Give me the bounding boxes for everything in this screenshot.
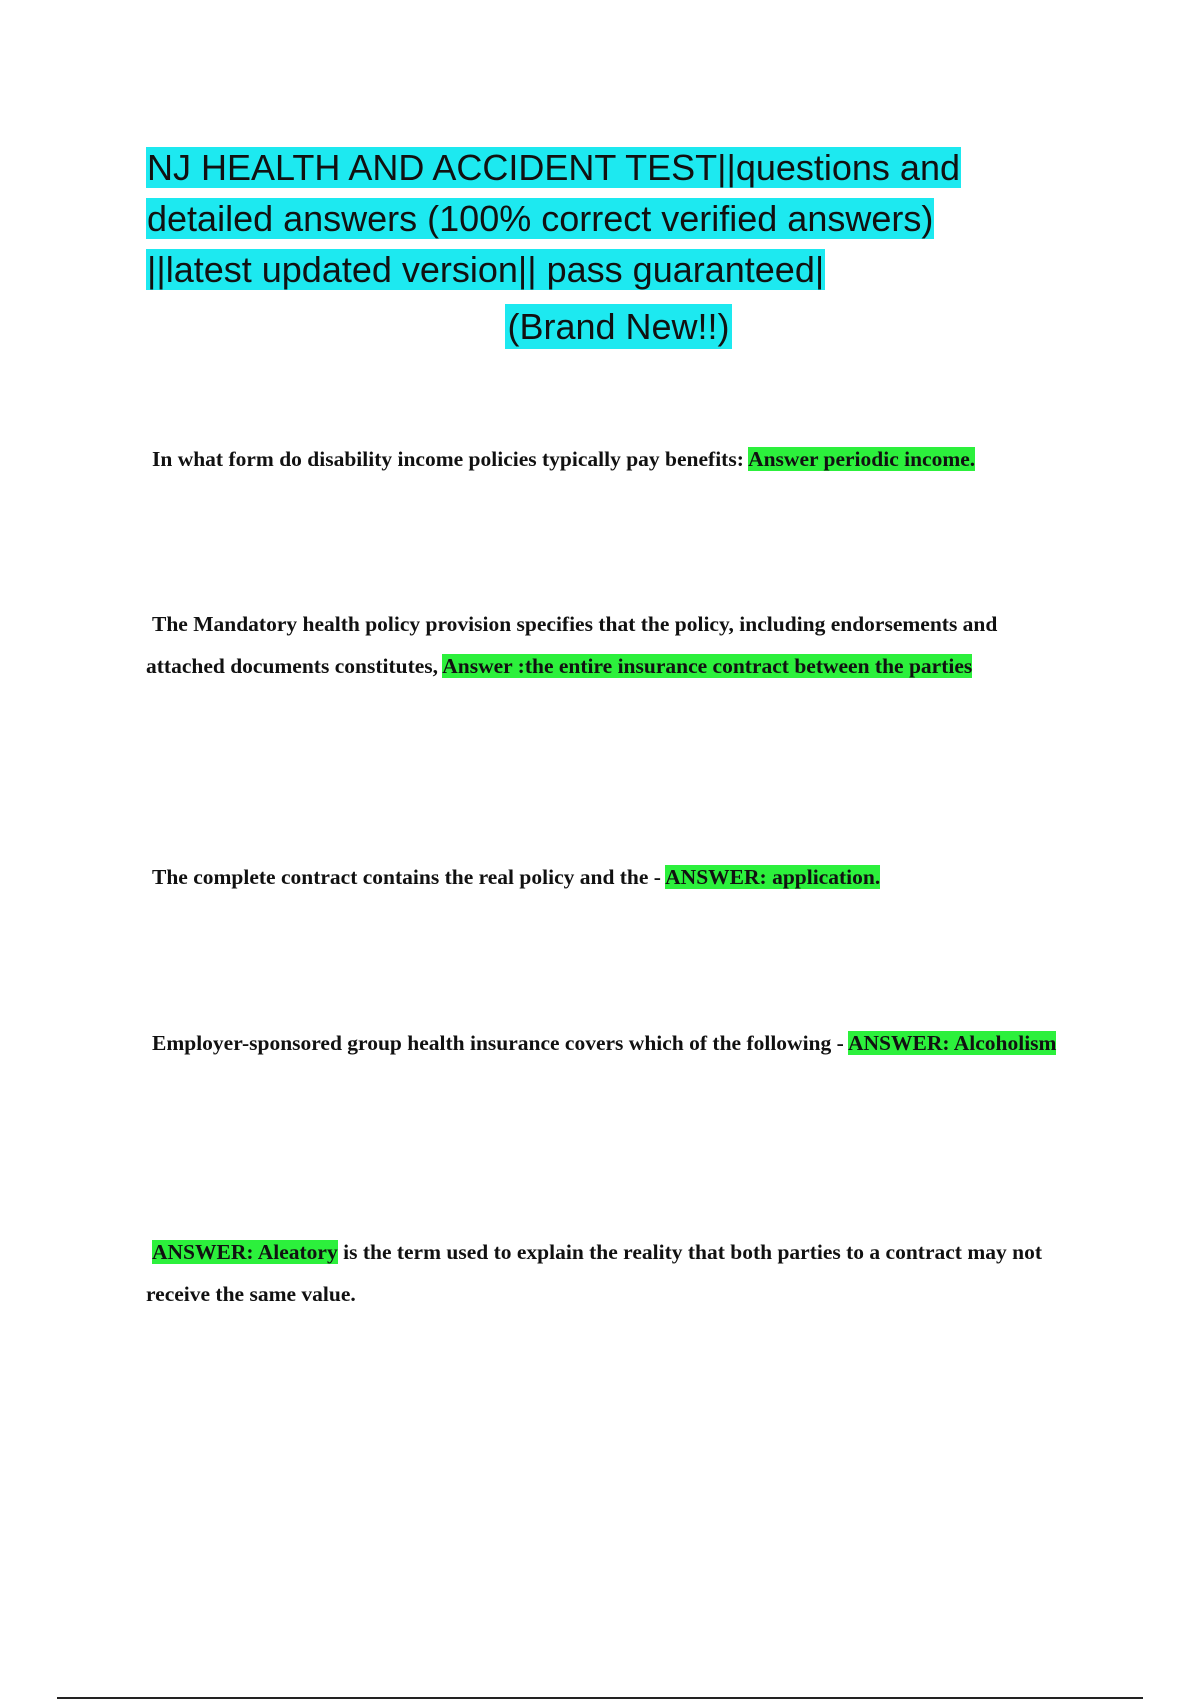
qa-item-3 xyxy=(146,856,1072,898)
answer-highlight: Answer periodic income. xyxy=(748,447,976,471)
footer-rule xyxy=(57,1697,1143,1699)
title-line-1: NJ HEALTH AND ACCIDENT TEST||questions and xyxy=(147,147,960,188)
title-line-4: (Brand New!!) xyxy=(507,306,730,347)
answer-highlight: ANSWER: Aleatory xyxy=(152,1240,338,1264)
question-text: In what form do disability income policies typically pay benefits: xyxy=(152,447,749,471)
question-text: is the term used to explain the reality that both parties to a contract may not receive the same value. xyxy=(146,1240,1042,1306)
title-line-3: ||latest updated version|| pass guaranteed| xyxy=(147,249,825,290)
question-text: Employer-sponsored group health insurance covers which of the following - xyxy=(152,1031,848,1055)
title-line-2: detailed answers (100% correct verified answers) xyxy=(147,198,934,239)
question-text: The Mandatory health policy provision specifies that the policy, including endorsements and attached documents constitutes, xyxy=(146,612,998,678)
question-text: The complete contract contains the real policy and the - xyxy=(152,865,666,889)
answer-highlight: Answer :the entire insurance contract between the parties xyxy=(442,654,973,678)
qa-item-2 xyxy=(146,603,1066,687)
qa-item-1 xyxy=(146,438,1072,480)
answer-highlight: ANSWER: application. xyxy=(665,865,881,889)
qa-item-5 xyxy=(146,1231,1066,1315)
document-title xyxy=(146,142,1046,352)
answer-highlight: ANSWER: Alcoholism xyxy=(848,1031,1057,1055)
qa-item-4 xyxy=(146,1022,1066,1064)
